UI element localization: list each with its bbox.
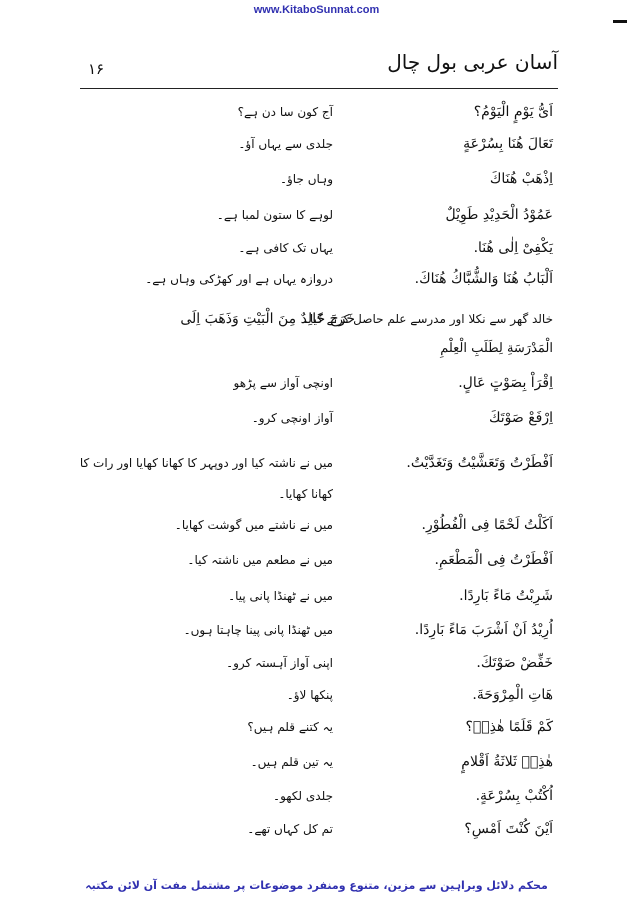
page-number: ۱۶ bbox=[88, 60, 105, 78]
urdu-translation: آج کون سا دن ہے؟ bbox=[237, 105, 333, 119]
urdu-translation-continued: کھانا کھایا۔ bbox=[278, 487, 333, 501]
arabic-phrase: اَیُّ یَوْمٍ الْیَوْمُ؟ bbox=[473, 104, 553, 120]
urdu-translation: میں ٹھنڈا پانی پینا چاہتا ہوں۔ bbox=[183, 623, 333, 637]
page-header bbox=[88, 50, 558, 88]
footer-tagline: محکم دلائل وبراہین سے مزین، متنوع ومنفرد موضوعات پر مشتمل مفت آن لائن مکتبہ bbox=[85, 879, 548, 892]
urdu-translation: میں نے ٹھنڈا پانی پیا۔ bbox=[228, 589, 333, 603]
phrase-row bbox=[0, 549, 633, 579]
urdu-translation: پنکھا لاؤ۔ bbox=[286, 688, 333, 702]
arabic-phrase: خَرَجَ خَالِدٌ مِنَ الْبَیْتِ وَذَهَبَ اِلَی bbox=[180, 311, 355, 327]
arabic-phrase-continued: الْمَدْرَسَةِ لِطَلَبِ الْعِلْمِ bbox=[440, 341, 553, 356]
arabic-phrase: اُرِیْدُ اَنْ اَشْرَبَ مَاءً بَارِدًا. bbox=[414, 622, 553, 638]
phrase-row bbox=[0, 133, 633, 163]
arabic-phrase: عَمُوْدُ الْحَدِیْدِ طَوِیْلٌ bbox=[445, 207, 553, 223]
phrase-row bbox=[0, 585, 633, 615]
phrase-row bbox=[0, 514, 633, 544]
arabic-phrase: کَمْ قَلَمًا هٰذِهٖ؟ bbox=[465, 719, 553, 735]
urdu-translation: جلدی سے یہاں آؤ۔ bbox=[238, 137, 333, 151]
urdu-translation: وہاں جاؤ۔ bbox=[279, 172, 333, 186]
urdu-translation: اونچی آواز سے پڑھو bbox=[233, 376, 333, 390]
header-rule bbox=[80, 88, 558, 89]
arabic-phrase: یَکْفِیْ اِلٰی هُنَا. bbox=[473, 240, 553, 256]
urdu-translation: میں نے مطعم میں ناشتہ کیا۔ bbox=[187, 553, 333, 567]
urdu-translation: دروازہ یہاں ہے اور کھڑکی وہاں ہے۔ bbox=[145, 272, 333, 286]
phrase-row bbox=[0, 818, 633, 848]
arabic-phrase: اَیْنَ کُنْتَ اَمْسِ؟ bbox=[464, 821, 553, 837]
urdu-translation: جلدی لکھو۔ bbox=[273, 789, 333, 803]
urdu-translation: یہ تین قلم ہیں۔ bbox=[250, 755, 333, 769]
phrase-row bbox=[0, 204, 633, 234]
phrase-row bbox=[0, 168, 633, 198]
urdu-translation: خالد گھر سے نکلا اور مدرسے علم حاصل کرنے گیا۔ bbox=[302, 312, 553, 326]
phrase-row bbox=[0, 237, 633, 267]
arabic-phrase: تَعَالَ هُنَا بِسُرْعَةٍ bbox=[463, 136, 553, 152]
phrase-row bbox=[0, 751, 633, 781]
urdu-translation: آواز اونچی کرو۔ bbox=[251, 411, 333, 425]
site-url[interactable]: www.KitaboSunnat.com bbox=[253, 4, 380, 16]
urdu-translation: لوہے کا ستون لمبا ہے۔ bbox=[216, 208, 333, 222]
phrase-row bbox=[0, 452, 633, 512]
phrase-row bbox=[0, 372, 633, 402]
arabic-phrase: اَکَلْتُ لَحْمًا فِی الْفُطُوْرِ. bbox=[421, 517, 553, 533]
arabic-phrase: اِرْفَعْ صَوْتَكَ bbox=[488, 410, 553, 426]
arabic-phrase: اِقْرَاْ بِصَوْتٍ عَالٍ. bbox=[458, 375, 553, 391]
phrase-row bbox=[0, 407, 633, 437]
phrase-row bbox=[0, 785, 633, 815]
phrase-row bbox=[0, 652, 633, 682]
phrase-row bbox=[0, 716, 633, 746]
arabic-phrase: هَاتِ الْمِرْوَحَةَ. bbox=[472, 687, 553, 703]
arabic-phrase: اُکْتُبْ بِسُرْعَةٍ. bbox=[475, 788, 553, 804]
phrase-row bbox=[0, 684, 633, 714]
arabic-phrase: اَفْطَرْتُ فِی الْمَطْعَمِ. bbox=[434, 552, 553, 568]
book-title: آسان عربی بول چال bbox=[387, 50, 558, 74]
urdu-translation: تم کل کہاں تھے۔ bbox=[247, 822, 333, 836]
phrase-row bbox=[0, 101, 633, 131]
phrase-row bbox=[0, 619, 633, 649]
arabic-phrase: هٰذِهٖ ثَلاثَةُ اَقْلامٍ bbox=[461, 754, 553, 770]
arabic-phrase: اَلْبَابُ هُنَا وَالشُّبَّاكُ هُنَاكَ. bbox=[414, 271, 553, 287]
arabic-phrase: خَفِّضْ صَوْتَكَ. bbox=[476, 655, 553, 671]
urdu-translation: میں نے ناشتے میں گوشت کھایا۔ bbox=[174, 518, 333, 532]
urdu-translation: اپنی آواز آہستہ کرو۔ bbox=[226, 656, 333, 670]
phrase-row bbox=[0, 268, 633, 298]
phrase-row bbox=[0, 308, 633, 368]
urdu-translation: یہ کتنے قلم ہیں؟ bbox=[247, 720, 333, 734]
arabic-phrase: شَرِبْتُ مَاءً بَارِدًا. bbox=[459, 588, 553, 604]
arabic-phrase: اِذْهَبْ هُنَاكَ bbox=[489, 171, 553, 187]
corner-mark bbox=[613, 20, 627, 23]
urdu-translation: یہاں تک کافی ہے۔ bbox=[238, 241, 333, 255]
urdu-translation: میں نے ناشتہ کیا اور دوپہر کا کھانا کھایا اور رات کا bbox=[79, 456, 333, 470]
arabic-phrase: اَفْطَرْتُ وَتَعَشَّیْتُ وَتَغَدَّیْتُ. bbox=[406, 455, 553, 471]
